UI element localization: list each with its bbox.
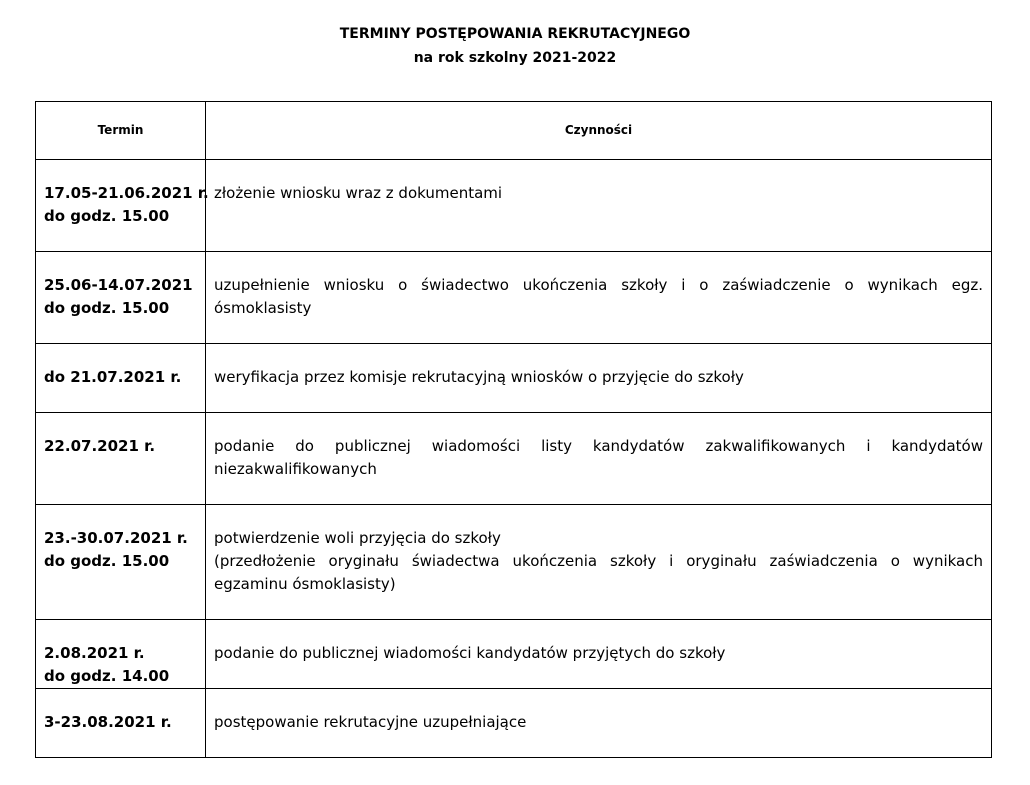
header-activities: Czynności [206, 102, 992, 160]
activity-text: postępowanie rekrutacyjne uzupełniające [214, 713, 527, 731]
term-cell [36, 620, 206, 689]
term-date: do 21.07.2021 r. [44, 368, 182, 386]
activity-cell [206, 344, 992, 413]
table-row [36, 160, 992, 252]
term-date: 2.08.2021 r. [44, 644, 145, 662]
activity-text: uzupełnienie wniosku o świadectwo ukończenia szkoły i o zaświadczenie o wynikach egz. ósmoklasisty [214, 276, 983, 317]
recruitment-schedule-table [35, 101, 992, 758]
term-date: 3-23.08.2021 r. [44, 713, 172, 731]
title-line-2: na rok szkolny 2021-2022 [413, 50, 617, 66]
term-date: 22.07.2021 r. [44, 437, 156, 455]
term-cell [36, 344, 206, 413]
activity-cell [206, 160, 992, 252]
activity-cell [206, 689, 992, 758]
title-line-1: TERMINY POSTĘPOWANIA REKRUTACYJNEGO [339, 26, 691, 42]
header-term: Termin [36, 102, 206, 160]
table-header-row [36, 102, 992, 160]
activity-text: potwierdzenie woli przyjęcia do szkoły [214, 529, 501, 547]
activity-cell [206, 620, 992, 689]
table-row [36, 689, 992, 758]
activity-cell [206, 252, 992, 344]
table-row [36, 620, 992, 689]
activity-cell [206, 413, 992, 505]
document-title [0, 22, 1030, 70]
table-row [36, 344, 992, 413]
activity-text: weryfikacja przez komisje rekrutacyjną wniosków o przyjęcie do szkoły [214, 368, 744, 386]
table-row [36, 413, 992, 505]
activity-text: podanie do publicznej wiadomości kandydatów przyjętych do szkoły [214, 644, 726, 662]
term-cell [36, 160, 209, 252]
term-deadline: do godz. 15.00 [44, 207, 170, 225]
term-date: 17.05-21.06.2021 r. [44, 184, 209, 202]
term-cell [36, 505, 206, 620]
activity-note: (przedłożenie oryginału świadectwa ukończenia szkoły i oryginału zaświadczenia o wynikach egzaminu ósmoklasisty) [214, 552, 983, 593]
term-date: 23.-30.07.2021 r. [44, 529, 188, 547]
activity-cell [206, 505, 992, 620]
activity-text: złożenie wniosku wraz z dokumentami [214, 184, 503, 202]
term-deadline: do godz. 14.00 [44, 667, 170, 685]
table-row [36, 252, 992, 344]
term-deadline: do godz. 15.00 [44, 552, 170, 570]
activity-text: podanie do publicznej wiadomości listy kandydatów zakwalifikowanych i kandydatów niezakwalifikowanych [214, 437, 983, 478]
table-row [36, 505, 992, 620]
term-date: 25.06-14.07.2021 [44, 276, 193, 294]
term-cell [36, 689, 206, 758]
term-cell [36, 413, 206, 505]
term-cell [36, 252, 206, 344]
term-deadline: do godz. 15.00 [44, 299, 170, 317]
